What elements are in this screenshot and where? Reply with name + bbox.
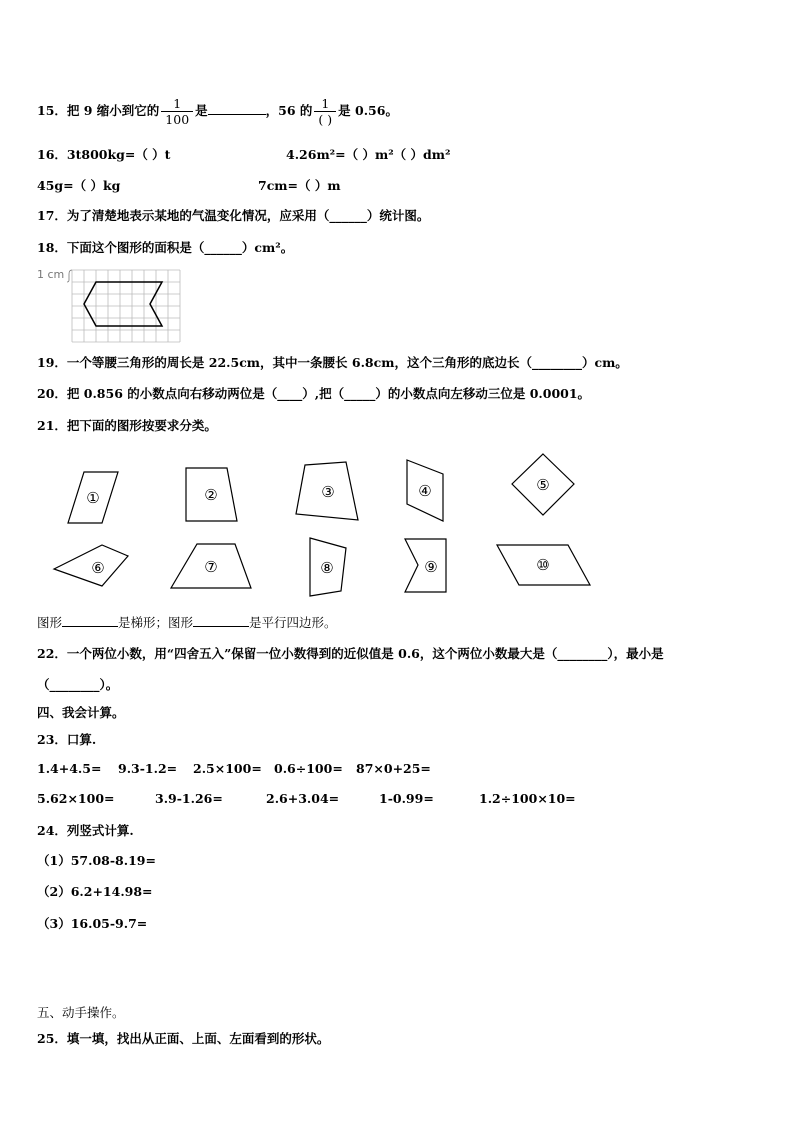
q23-row1-item-3: 2.5×100= (193, 761, 262, 776)
q24-item-2: （2）6.2+14.98= (37, 884, 153, 899)
answer-blank[interactable] (208, 102, 266, 115)
shape-label-2: ② (204, 486, 218, 504)
q23-row1-item-1: 1.4+4.5= (37, 761, 102, 776)
q23-row2-item-2: 3.9-1.26= (155, 791, 223, 806)
trapezoid-answer-blank[interactable] (62, 614, 118, 627)
classification-shapes (40, 448, 620, 598)
q23-row2-item-1: 5.62×100= (37, 791, 115, 806)
question-17: 17．为了清楚地表示某地的气温变化情况，应采用（______）统计图。 (37, 208, 430, 223)
question-16-row2-right: 7cm=（ ）m (258, 178, 341, 193)
scale-brace (67, 270, 72, 282)
shape-label-5: ⑤ (536, 476, 550, 494)
question-18: 18．下面这个图形的面积是（______）cm²。 (37, 240, 294, 255)
q24-item-3: （3）16.05-9.7= (37, 916, 148, 931)
scale-label: 1 cm (37, 268, 65, 281)
q23-row1-item-4: 0.6÷100= (274, 761, 343, 776)
answer-text-b: 是梯形；图形 (118, 615, 194, 630)
shape-label-1: ① (86, 489, 100, 507)
answer-text-a: 图形 (37, 615, 63, 630)
question-20: 20．把 0.856 的小数点向右移动两位是（____）,把（_____）的小数点向左移动三位是 0.0001。 (37, 386, 591, 401)
q23-row2-item-4: 1-0.99= (379, 791, 434, 806)
question-21: 21．把下面的图形按要求分类。 (37, 418, 217, 433)
q15-text-1: 15．把 9 缩小到它的 (37, 103, 160, 118)
area-grid-figure (66, 266, 186, 346)
q23-row1-item-2: 9.3-1.2= (118, 761, 178, 776)
grid-lines (72, 270, 180, 342)
question-16-row1-right: 4.26m²=（ ）m²（ ）dm² (286, 147, 451, 162)
shape-label-9: ⑨ (424, 558, 438, 576)
q23-row1-item-5: 87×0+25= (356, 761, 431, 776)
fraction-denominator[interactable]: ( ) (314, 111, 336, 127)
shape-label-4: ④ (418, 482, 432, 500)
q15-text-4: 是 0.56。 (338, 103, 398, 118)
fraction-1-blank (314, 96, 336, 127)
shape-label-3: ③ (321, 483, 335, 501)
question-25: 25．填一填，找出从正面、上面、左面看到的形状。 (37, 1031, 330, 1046)
parallelogram-answer-blank[interactable] (193, 614, 249, 627)
fraction-1-100 (161, 96, 193, 127)
question-15 (37, 96, 398, 127)
question-16-row2-left: 45g=（ ）kg (37, 178, 121, 193)
fraction-numerator: 1 (173, 96, 182, 111)
section-5-heading: 五、动手操作。 (37, 1005, 125, 1020)
fraction-numerator: 1 (321, 96, 330, 111)
section-4-heading: 四、我会计算。 (37, 705, 125, 720)
question-21-answer (37, 614, 337, 631)
answer-text-c: 是平行四边形。 (249, 615, 337, 630)
q23-row2-item-5: 1.2÷100×10= (479, 791, 576, 806)
fraction-denominator: 100 (161, 111, 193, 127)
question-19: 19．一个等腰三角形的周长是 22.5cm，其中一条腰长 6.8cm，这个三角形的底边长（________）cm。 (37, 355, 628, 370)
question-23: 23．口算. (37, 732, 97, 747)
question-16-row1-left: 16．3t800kg=（ ）t (37, 147, 171, 162)
shape-label-10: ⑩ (536, 556, 550, 574)
shape-label-7: ⑦ (204, 558, 218, 576)
q23-row2-item-3: 2.6+3.04= (266, 791, 340, 806)
question-22-line1: 22．一个两位小数，用“四舍五入”保留一位小数得到的近似值是 0.6，这个两位小数最大是（________），最小是 (37, 646, 664, 661)
question-22-line2: （________）。 (37, 677, 119, 692)
question-24: 24．列竖式计算. (37, 823, 134, 838)
q15-text-3: ，56 的 (265, 103, 313, 118)
q15-text-2: 是 (195, 103, 208, 118)
shape-label-6: ⑥ (91, 559, 105, 577)
shape-label-8: ⑧ (320, 559, 334, 577)
q24-item-1: （1）57.08-8.19= (37, 853, 156, 868)
